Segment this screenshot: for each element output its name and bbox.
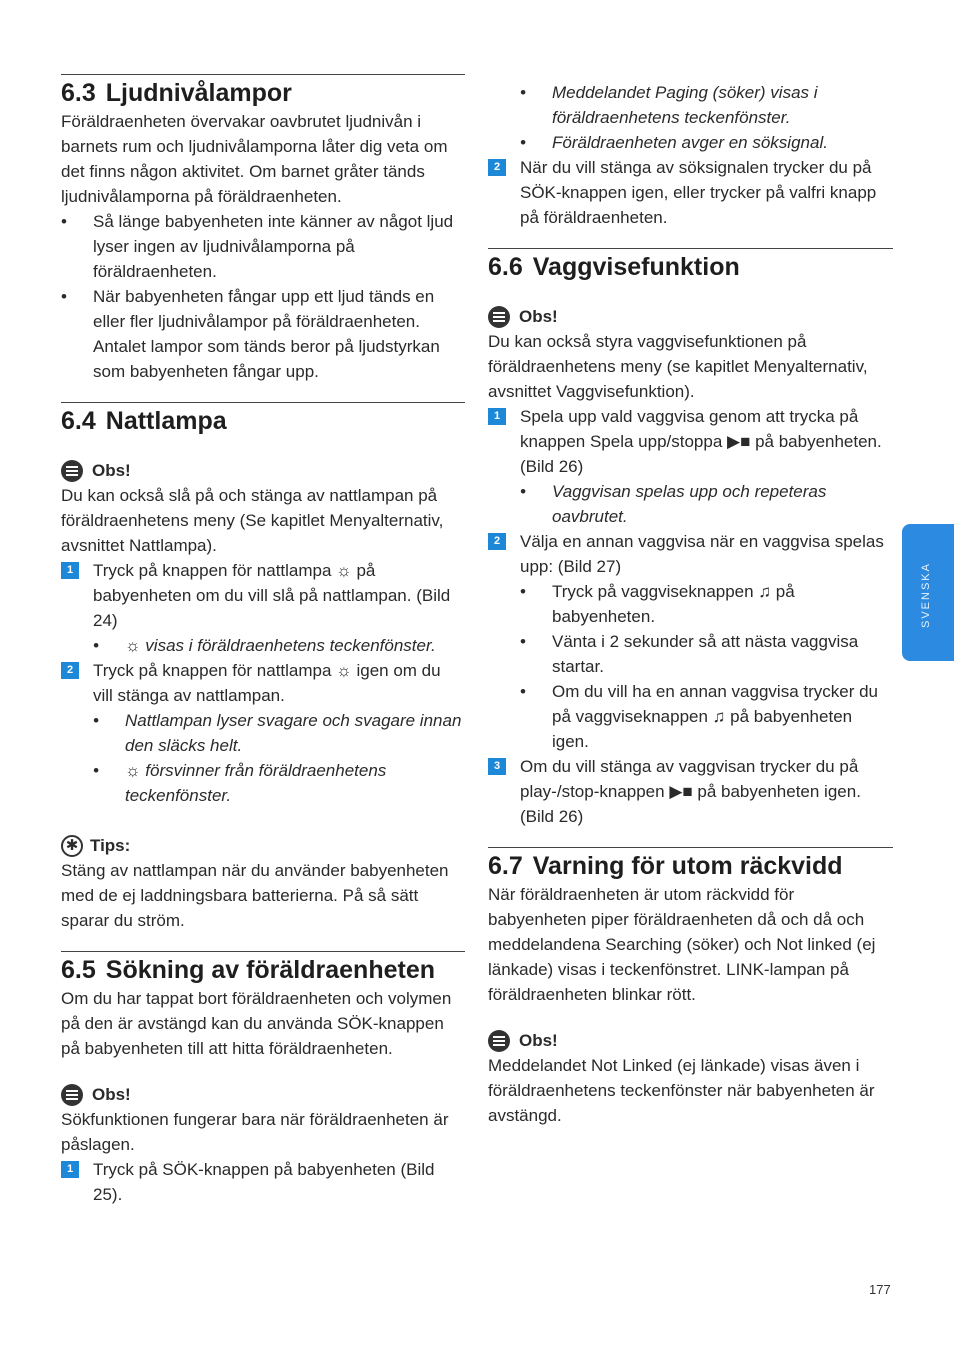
note-heading: Obs!: [488, 305, 893, 329]
sub-bullet-item: • Om du vill ha en annan vaggvisa trycker du på vaggviseknappen ♫ på babyenheten igen.: [520, 679, 893, 754]
note-icon: [61, 1084, 83, 1106]
heading-6-3: 6.3 Ljudnivålampor: [61, 74, 465, 109]
step-item: 1 Tryck på knappen för nattlampa ☼ på babyenheten om du vill slå på nattlampan. (Bild 24): [61, 558, 465, 633]
note-text: Du kan också styra vaggvisefunktionen på föräldraenhetens meny (se kapitlet Menyalternativ, avsnittet Vaggvisefunktion).: [488, 332, 868, 401]
step-badge: 1: [61, 562, 79, 579]
sub-bullet-item: • Föräldraenheten avger en söksignal.: [520, 130, 893, 155]
step-item: 1 Tryck på SÖK-knappen på babyenheten (Bild 25).: [61, 1157, 465, 1207]
tip-text: Stäng av nattlampan när du använder babyenheten med de ej laddningsbara batterierna. På så sätt sparar du ström.: [61, 861, 449, 930]
note-heading: Obs!: [488, 1029, 893, 1053]
step-badge: 2: [488, 159, 506, 176]
step-item: 2 När du vill stänga av söksignalen trycker du på SÖK-knappen igen, eller trycker på valfri knapp på föräldraenheten.: [488, 155, 893, 230]
note-icon: [61, 460, 83, 482]
step-item: 2 Tryck på knappen för nattlampa ☼ igen om du vill stänga av nattlampan.: [61, 658, 465, 708]
sub-bullet-item: • ☼ försvinner från föräldraenhetens teckenfönster.: [93, 758, 465, 808]
step-badge: 1: [488, 408, 506, 425]
right-column: [488, 80, 893, 1128]
sub-bullet-item: • Vaggvisan spelas upp och repeteras oavbrutet.: [520, 479, 893, 529]
sub-bullet-item: • ☼ visas i föräldraenhetens teckenfönster.: [93, 633, 465, 658]
step-item: 3 Om du vill stänga av vaggvisan trycker du på play-/stop-knappen ▶■ på babyenheten igen. (Bild 26): [488, 754, 893, 829]
sub-bullet-item: • Meddelandet Paging (söker) visas i föräldraenhetens teckenfönster.: [520, 80, 893, 130]
tip-heading: ✱ Tips:: [61, 834, 465, 858]
bullet-item: • Så länge babyenheten inte känner av något ljud lyser ingen av ljudnivålamporna på föräldraenheten.: [61, 209, 465, 284]
note-text: Sökfunktionen fungerar bara när föräldraenheten är påslagen.: [61, 1110, 449, 1154]
left-column: [61, 74, 465, 1207]
heading-6-7: 6.7 Varning för utom räckvidd: [488, 847, 893, 882]
heading-6-5: 6.5 Sökning av föräldraenheten: [61, 951, 465, 986]
step-badge: 1: [61, 1161, 79, 1178]
sub-bullet-item: • Vänta i 2 sekunder så att nästa vaggvisa startar.: [520, 629, 893, 679]
tip-icon: ✱: [61, 835, 83, 857]
heading-6-6: 6.6 Vaggvisefunktion: [488, 248, 893, 283]
language-tab: [902, 524, 954, 661]
step-badge: 2: [61, 662, 79, 679]
note-heading: Obs!: [61, 1083, 465, 1107]
step-badge: 3: [488, 758, 506, 775]
paragraph: Om du har tappat bort föräldraenheten och volymen på den är avstängd kan du använda SÖK-knappen på babyenheten till att hitta föräldraenheten.: [61, 989, 452, 1058]
step-badge: 2: [488, 533, 506, 550]
note-icon: [488, 1030, 510, 1052]
sub-bullet-item: • Tryck på vaggviseknappen ♫ på babyenheten.: [520, 579, 893, 629]
note-heading: Obs!: [61, 459, 465, 483]
note-text: Du kan också slå på och stänga av nattlampan på föräldraenhetens meny (Se kapitlet Menyalternativ, avsnittet Nattlampa).: [61, 486, 444, 555]
sub-bullet-item: • Nattlampan lyser svagare och svagare innan den släcks helt.: [93, 708, 465, 758]
note-text: Meddelandet Not Linked (ej länkade) visas även i föräldraenhetens teckenfönster när babyenheten är avstängd.: [488, 1056, 875, 1125]
paragraph: När föräldraenheten är utom räckvidd för babyenheten piper föräldraenheten då och då och meddelandena Searching (söker) och Not linked (ej länkade) visas i teckenfönstret. LINK-lampan på föräldraenheten blinkar rött.: [488, 885, 876, 1004]
page-number: 177: [869, 1282, 891, 1297]
step-item: 2 Välja en annan vaggvisa när en vaggvisa spelas upp: (Bild 27): [488, 529, 893, 579]
bullet-item: • När babyenheten fångar upp ett ljud tänds en eller fler ljudnivålampor på föräldraenheten. Antalet lampor som tänds beror på ljudstyrkan som babyenheten fångar upp.: [61, 284, 465, 384]
heading-6-4: 6.4 Nattlampa: [61, 402, 465, 437]
language-tab-label: SVENSKA: [920, 562, 932, 628]
paragraph: Föräldraenheten övervakar oavbrutet ljudnivån i barnets rum och ljudnivålamporna låter dig veta om det finns någon aktivitet. Om barnet gråter tänds ljudnivålamporna på föräldraenheten.: [61, 112, 448, 206]
note-icon: [488, 306, 510, 328]
step-item: 1 Spela upp vald vaggvisa genom att trycka på knappen Spela upp/stoppa ▶■ på babyenheten. (Bild 26): [488, 404, 893, 479]
